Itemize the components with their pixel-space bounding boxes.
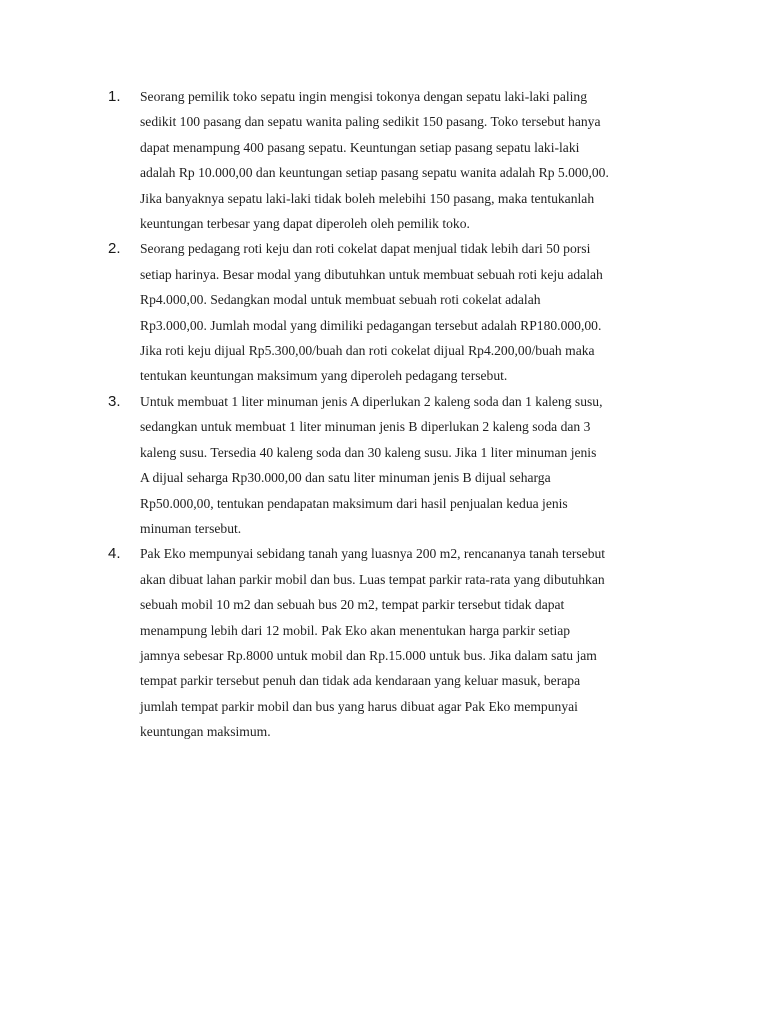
text-line: Rp3.000,00. Jumlah modal yang dimiliki pedagangan tersebut adalah RP180.000,00. xyxy=(140,317,602,333)
text-line: Rp50.000,00, tentukan pendapatan maksimum dari hasil penjualan kedua jenis xyxy=(140,495,568,511)
problem-number: 1. xyxy=(108,88,121,105)
problem-text xyxy=(140,236,678,388)
problem-item xyxy=(108,389,678,541)
text-line: Seorang pemilik toko sepatu ingin mengisi tokonya dengan sepatu laki-laki paling xyxy=(140,89,587,104)
text-line: Rp4.000,00. Sedangkan modal untuk membuat sebuah roti cokelat adalah xyxy=(140,292,541,308)
text-line: dapat menampung 400 pasang sepatu. Keuntungan setiap pasang sepatu laki-laki xyxy=(140,139,580,155)
problem-item xyxy=(108,84,678,236)
text-line: sedikit 100 pasang dan sepatu wanita paling sedikit 150 pasang. Toko tersebut hanya xyxy=(140,114,601,130)
text-line: adalah Rp 10.000,00 dan keuntungan setiap pasang sepatu wanita adalah Rp 5.000,00. xyxy=(140,165,609,181)
text-line: jumlah tempat parkir mobil dan bus yang harus dibuat agar Pak Eko mempunyai xyxy=(140,698,578,714)
text-line: sebuah mobil 10 m2 dan sebuah bus 20 m2, tempat parkir tersebut tidak dapat xyxy=(140,597,565,613)
text-line: setiap harinya. Besar modal yang dibutuhkan untuk membuat sebuah roti keju adalah xyxy=(140,266,603,282)
text-line: sedangkan untuk membuat 1 liter minuman jenis B diperlukan 2 kaleng soda dan 3 xyxy=(140,419,591,435)
problem-number: 4. xyxy=(108,545,121,563)
text-line: kaleng susu. Tersedia 40 kaleng soda dan 30 kaleng susu. Jika 1 liter minuman jenis xyxy=(140,444,597,460)
text-line: A dijual seharga Rp30.000,00 dan satu liter minuman jenis B dijual seharga xyxy=(140,470,551,486)
text-line: Untuk membuat 1 liter minuman jenis A diperlukan 2 kaleng soda dan 1 kaleng susu, xyxy=(140,393,603,409)
text-line: jamnya sebesar Rp.8000 untuk mobil dan Rp.15.000 untuk bus. Jika dalam satu jam xyxy=(140,647,597,663)
text-line: Seorang pedagang roti keju dan roti cokelat dapat menjual tidak lebih dari 50 porsi xyxy=(140,241,591,257)
text-line: Pak Eko mempunyai sebidang tanah yang luasnya 200 m2, rencananya tanah tersebut xyxy=(140,546,606,562)
problem-text xyxy=(140,84,678,236)
problem-item xyxy=(108,541,678,744)
problem-text xyxy=(140,389,678,541)
problem-number: 2. xyxy=(108,240,121,258)
text-line: Jika banyaknya sepatu laki-laki tidak boleh melebihi 150 pasang, maka tentukanlah xyxy=(140,190,595,206)
text-line: minuman tersebut. xyxy=(140,520,242,536)
text-line: tentukan keuntungan maksimum yang diperoleh pedagang tersebut. xyxy=(140,368,508,384)
text-line: tempat parkir tersebut penuh dan tidak ada kendaraan yang keluar masuk, berapa xyxy=(140,673,581,689)
problem-text xyxy=(140,541,678,744)
text-line: keuntungan terbesar yang dapat diperoleh oleh pemilik toko. xyxy=(140,216,470,232)
problem-list xyxy=(108,84,678,745)
problem-item xyxy=(108,236,678,388)
text-line: akan dibuat lahan parkir mobil dan bus. Luas tempat parkir rata-rata yang dibutuhkan xyxy=(140,571,605,587)
text-line: Jika roti keju dijual Rp5.300,00/buah dan roti cokelat dijual Rp4.200,00/buah maka xyxy=(140,343,595,359)
text-line: menampung lebih dari 12 mobil. Pak Eko akan menentukan harga parkir setiap xyxy=(140,622,571,638)
problem-number: 3. xyxy=(108,392,121,410)
text-line: keuntungan maksimum. xyxy=(140,724,271,740)
